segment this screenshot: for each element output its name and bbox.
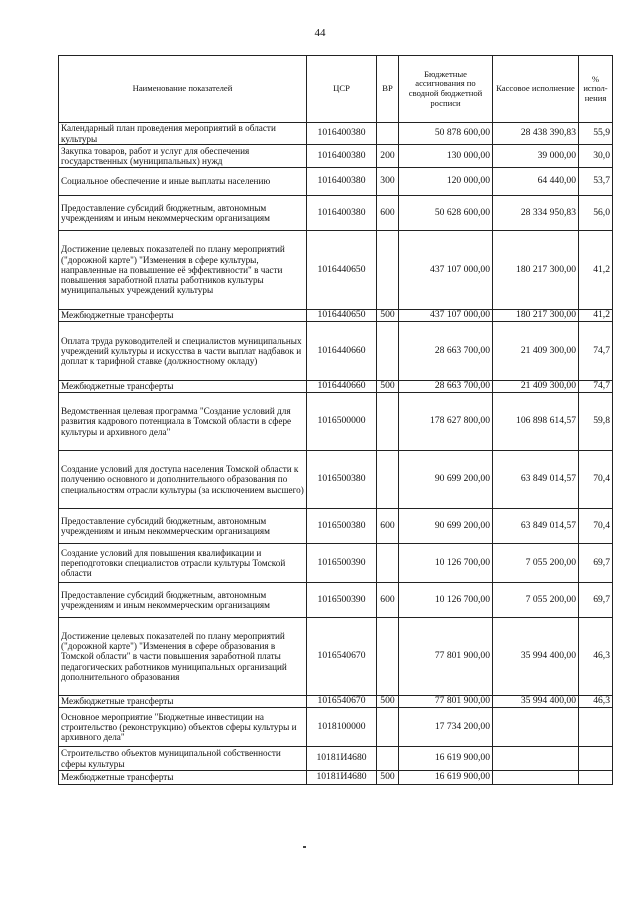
cell-budget: 437 107 000,00	[399, 310, 493, 322]
cell-budget: 10 126 700,00	[399, 583, 493, 618]
cell-vr	[377, 123, 399, 145]
cell-cash: 63 849 014,57	[493, 451, 579, 509]
cell-vr: 200	[377, 145, 399, 168]
cell-name: Межбюджетные трансферты	[59, 381, 307, 393]
cell-vr: 500	[377, 771, 399, 785]
cell-vr	[377, 618, 399, 696]
cell-pct	[579, 708, 613, 747]
table-row	[59, 310, 613, 322]
budget-table	[58, 55, 613, 785]
cell-csr: 1016500390	[307, 544, 377, 583]
cell-name: Строительство объектов муниципальной собственности сферы культуры	[59, 747, 307, 771]
cell-budget: 10 126 700,00	[399, 544, 493, 583]
header-vr: ВР	[377, 56, 399, 123]
table-row	[59, 747, 613, 771]
page-mark	[303, 846, 306, 848]
cell-pct: 55,9	[579, 123, 613, 145]
cell-vr	[377, 451, 399, 509]
header-pct: % испол-нения	[579, 56, 613, 123]
cell-budget: 178 627 800,00	[399, 393, 493, 451]
cell-cash: 28 438 390,83	[493, 123, 579, 145]
cell-pct: 69,7	[579, 544, 613, 583]
cell-pct: 70,4	[579, 451, 613, 509]
table-row	[59, 618, 613, 696]
cell-csr: 1016440650	[307, 231, 377, 310]
cell-name: Предоставление субсидий бюджетным, автономным учреждениям и иным некоммерческим организациям	[59, 196, 307, 231]
cell-cash	[493, 771, 579, 785]
table-row	[59, 696, 613, 708]
cell-name: Оплата труда руководителей и специалистов муниципальных учреждений культуры и искусства в части выплат надбавок и доплат к тарифной ставке (должностному окладу)	[59, 322, 307, 381]
cell-csr: 1016440650	[307, 310, 377, 322]
cell-csr: 1016440660	[307, 322, 377, 381]
cell-name: Создание условий для доступа населения Томской области к получению основного и дополнительного образования по специальностям отрасли культуры (за исключением высшего)	[59, 451, 307, 509]
cell-pct: 41,2	[579, 231, 613, 310]
cell-pct: 70,4	[579, 509, 613, 544]
cell-budget: 28 663 700,00	[399, 381, 493, 393]
cell-csr: 1016400380	[307, 145, 377, 168]
cell-name: Достижение целевых показателей по плану мероприятий ("дорожной карте") "Изменения в сфере образования в Томской области" в части повышения заработной платы педагогических работников муниципальных организаций дополнительного образования	[59, 618, 307, 696]
cell-csr: 10181И4680	[307, 771, 377, 785]
cell-vr: 600	[377, 583, 399, 618]
cell-pct: 41,2	[579, 310, 613, 322]
table-row	[59, 771, 613, 785]
cell-vr	[377, 393, 399, 451]
table-row	[59, 196, 613, 231]
table-row	[59, 509, 613, 544]
cell-cash: 106 898 614,57	[493, 393, 579, 451]
cell-name: Календарный план проведения мероприятий в области культуры	[59, 123, 307, 145]
cell-cash: 28 334 950,83	[493, 196, 579, 231]
cell-cash: 180 217 300,00	[493, 310, 579, 322]
cell-pct: 74,7	[579, 381, 613, 393]
cell-name: Ведомственная целевая программа "Создание условий для развития кадрового потенциала в Томской области в сфере культуры и архивного дела"	[59, 393, 307, 451]
cell-pct: 46,3	[579, 696, 613, 708]
cell-vr: 300	[377, 168, 399, 196]
cell-vr	[377, 231, 399, 310]
cell-vr: 600	[377, 196, 399, 231]
cell-pct: 46,3	[579, 618, 613, 696]
cell-budget: 77 801 900,00	[399, 696, 493, 708]
cell-csr: 1016540670	[307, 696, 377, 708]
page-number: 44	[314, 27, 326, 39]
cell-vr: 500	[377, 696, 399, 708]
cell-name: Основное мероприятие "Бюджетные инвестиции на строительство (реконструкцию) объектов сферы культуры и архивного дела"	[59, 708, 307, 747]
header-csr: ЦСР	[307, 56, 377, 123]
table-row	[59, 451, 613, 509]
cell-name: Межбюджетные трансферты	[59, 771, 307, 785]
table-row	[59, 231, 613, 310]
header-budget: Бюджетные ассигнования по сводной бюджетной росписи	[399, 56, 493, 123]
cell-name: Предоставление субсидий бюджетным, автономным учреждениям и иным некоммерческим организациям	[59, 509, 307, 544]
cell-pct: 59,8	[579, 393, 613, 451]
cell-budget: 77 801 900,00	[399, 618, 493, 696]
cell-vr	[377, 747, 399, 771]
table-row	[59, 381, 613, 393]
cell-cash: 21 409 300,00	[493, 322, 579, 381]
cell-cash: 35 994 400,00	[493, 696, 579, 708]
cell-cash: 35 994 400,00	[493, 618, 579, 696]
cell-budget: 16 619 900,00	[399, 747, 493, 771]
cell-csr: 1018100000	[307, 708, 377, 747]
cell-budget: 50 878 600,00	[399, 123, 493, 145]
cell-cash: 21 409 300,00	[493, 381, 579, 393]
cell-budget: 17 734 200,00	[399, 708, 493, 747]
cell-pct: 53,7	[579, 168, 613, 196]
cell-cash: 180 217 300,00	[493, 231, 579, 310]
cell-budget: 28 663 700,00	[399, 322, 493, 381]
cell-budget: 50 628 600,00	[399, 196, 493, 231]
cell-name: Предоставление субсидий бюджетным, автономным учреждениям и иным некоммерческим организациям	[59, 583, 307, 618]
cell-cash: 7 055 200,00	[493, 583, 579, 618]
table-row	[59, 145, 613, 168]
cell-csr: 1016500380	[307, 451, 377, 509]
cell-name: Закупка товаров, работ и услуг для обеспечения государственных (муниципальных) нужд	[59, 145, 307, 168]
table-row	[59, 168, 613, 196]
cell-name: Достижение целевых показателей по плану мероприятий ("дорожной карте") "Изменения в сфере культуры, направленные на повышение её эффективности" в части повышения заработной платы работников культуры муниципальных учреждений культуры	[59, 231, 307, 310]
cell-cash: 39 000,00	[493, 145, 579, 168]
cell-cash: 7 055 200,00	[493, 544, 579, 583]
cell-pct: 56,0	[579, 196, 613, 231]
table-row	[59, 708, 613, 747]
cell-name: Социальное обеспечение и иные выплаты населению	[59, 168, 307, 196]
cell-cash	[493, 747, 579, 771]
cell-name: Межбюджетные трансферты	[59, 696, 307, 708]
table-row	[59, 123, 613, 145]
cell-vr: 500	[377, 310, 399, 322]
cell-name: Межбюджетные трансферты	[59, 310, 307, 322]
table-row	[59, 322, 613, 381]
cell-budget: 90 699 200,00	[399, 509, 493, 544]
cell-csr: 1016500000	[307, 393, 377, 451]
cell-name: Создание условий для повышения квалификации и переподготовки специалистов отрасли культуры Томской области	[59, 544, 307, 583]
cell-csr: 1016400380	[307, 168, 377, 196]
cell-vr: 500	[377, 381, 399, 393]
header-name: Наименование показателей	[59, 56, 307, 123]
cell-budget: 120 000,00	[399, 168, 493, 196]
cell-pct: 69,7	[579, 583, 613, 618]
cell-budget: 16 619 900,00	[399, 771, 493, 785]
cell-csr: 1016400380	[307, 196, 377, 231]
cell-csr: 1016440660	[307, 381, 377, 393]
cell-vr	[377, 708, 399, 747]
cell-pct: 30,0	[579, 145, 613, 168]
cell-budget: 90 699 200,00	[399, 451, 493, 509]
cell-csr: 1016500380	[307, 509, 377, 544]
cell-budget: 130 000,00	[399, 145, 493, 168]
cell-csr: 10181И4680	[307, 747, 377, 771]
cell-cash	[493, 708, 579, 747]
cell-vr: 600	[377, 509, 399, 544]
cell-csr: 1016540670	[307, 618, 377, 696]
cell-vr	[377, 322, 399, 381]
cell-pct	[579, 747, 613, 771]
cell-cash: 63 849 014,57	[493, 509, 579, 544]
cell-csr: 1016500390	[307, 583, 377, 618]
cell-cash: 64 440,00	[493, 168, 579, 196]
cell-vr	[377, 544, 399, 583]
cell-pct: 74,7	[579, 322, 613, 381]
table-row	[59, 583, 613, 618]
table-row	[59, 544, 613, 583]
header-cash: Кассовое исполнение	[493, 56, 579, 123]
cell-csr: 1016400380	[307, 123, 377, 145]
table-row	[59, 393, 613, 451]
cell-pct	[579, 771, 613, 785]
table-header-row	[59, 56, 613, 123]
cell-budget: 437 107 000,00	[399, 231, 493, 310]
